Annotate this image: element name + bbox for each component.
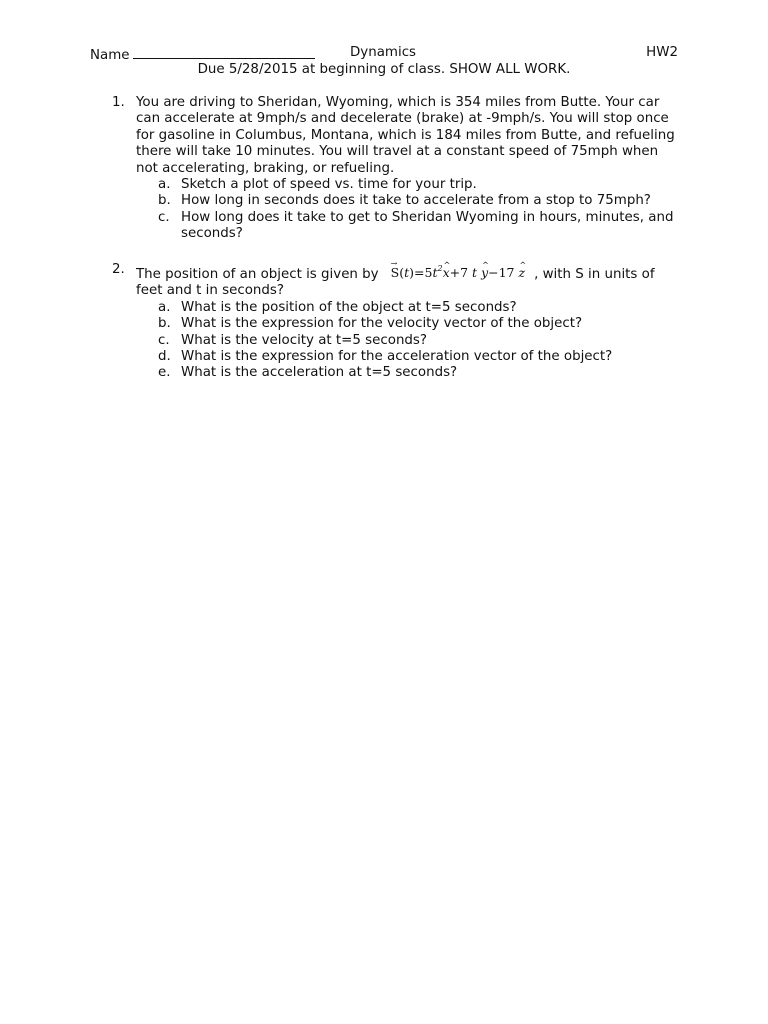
- eq-t-linear: t: [472, 265, 478, 280]
- part-text: What is the expression for the acceleration vector of the object?: [181, 349, 613, 365]
- problem-parts: [112, 300, 682, 382]
- problem-number: 1.: [112, 95, 125, 110]
- part-text: What is the position of the object at t=5 seconds?: [181, 299, 517, 315]
- eq-plus-7: +7: [449, 265, 469, 280]
- problem-1: [112, 95, 682, 243]
- eq-minus-17: −17: [488, 265, 515, 280]
- part-letter: c.: [158, 209, 170, 225]
- part-letter: b.: [158, 316, 171, 332]
- part-letter: a.: [158, 177, 171, 193]
- problem-parts: [112, 177, 682, 243]
- problem-number: 2.: [112, 262, 125, 277]
- eq-vector-s: → S: [391, 265, 400, 281]
- eq-t-squared-base: t: [432, 265, 438, 280]
- part-text: How long in seconds does it take to accelerate from a stop to 75mph?: [181, 193, 651, 209]
- eq-equals-5: =5: [414, 265, 433, 280]
- assignment-number: HW2: [646, 45, 678, 60]
- part-letter: a.: [158, 299, 171, 315]
- part-letter: d.: [158, 349, 171, 365]
- problem-text: [136, 262, 682, 300]
- problem-part: [112, 193, 682, 209]
- problem-text-before: The position of an object is given by: [136, 267, 379, 282]
- eq-exponent: 2: [437, 264, 443, 273]
- position-equation: [391, 261, 525, 281]
- part-text: What is the velocity at t=5 seconds?: [181, 332, 428, 348]
- name-blank-line: [133, 45, 315, 59]
- course-title: Dynamics: [350, 45, 417, 60]
- part-text: What is the expression for the velocity vector of the object?: [181, 316, 583, 332]
- eq-t: t: [404, 265, 410, 280]
- eq-z-hat: ^ z: [519, 265, 526, 281]
- part-letter: e.: [158, 365, 171, 381]
- eq-x-hat: ^ x: [443, 265, 450, 281]
- part-text: Sketch a plot of speed vs. time for your trip.: [181, 177, 477, 193]
- eq-y-hat: ^ y: [481, 265, 488, 281]
- part-text: How long does it take to get to Sheridan Wyoming in hours, minutes, and seconds?: [181, 209, 674, 242]
- problem-2: [112, 262, 682, 382]
- problem-part: [112, 177, 682, 193]
- part-text: What is the acceleration at t=5 seconds?: [181, 365, 458, 381]
- problem-part: [112, 316, 682, 332]
- part-letter: b.: [158, 193, 171, 209]
- name-label: Name: [90, 48, 130, 63]
- problem-text-after: , with S in units of feet and t in seconds?: [136, 267, 655, 299]
- due-date-line: Due 5/28/2015 at beginning of class. SHOW ALL WORK.: [197, 62, 571, 77]
- eq-paren-open: (: [399, 265, 405, 280]
- part-letter: c.: [158, 332, 170, 348]
- problem-part: [112, 210, 682, 243]
- problem-part: [112, 333, 682, 349]
- problem-part: [112, 300, 682, 316]
- problem-text: You are driving to Sheridan, Wyoming, which is 354 miles from Butte. Your car can accelerate at 9mph/s and decelerate (brake) at -9mph/s. You will stop once for gasoline in Columbus, Montana, which is 184 miles from Butte, and refueling there will take 10 minutes. You will travel at a constant speed of 75mph when not accelerating, braking, or refueling.: [136, 95, 675, 176]
- header-row: [90, 45, 678, 62]
- problem-part: [112, 349, 682, 365]
- problem-part: [112, 365, 682, 381]
- eq-paren-close: ): [409, 265, 414, 280]
